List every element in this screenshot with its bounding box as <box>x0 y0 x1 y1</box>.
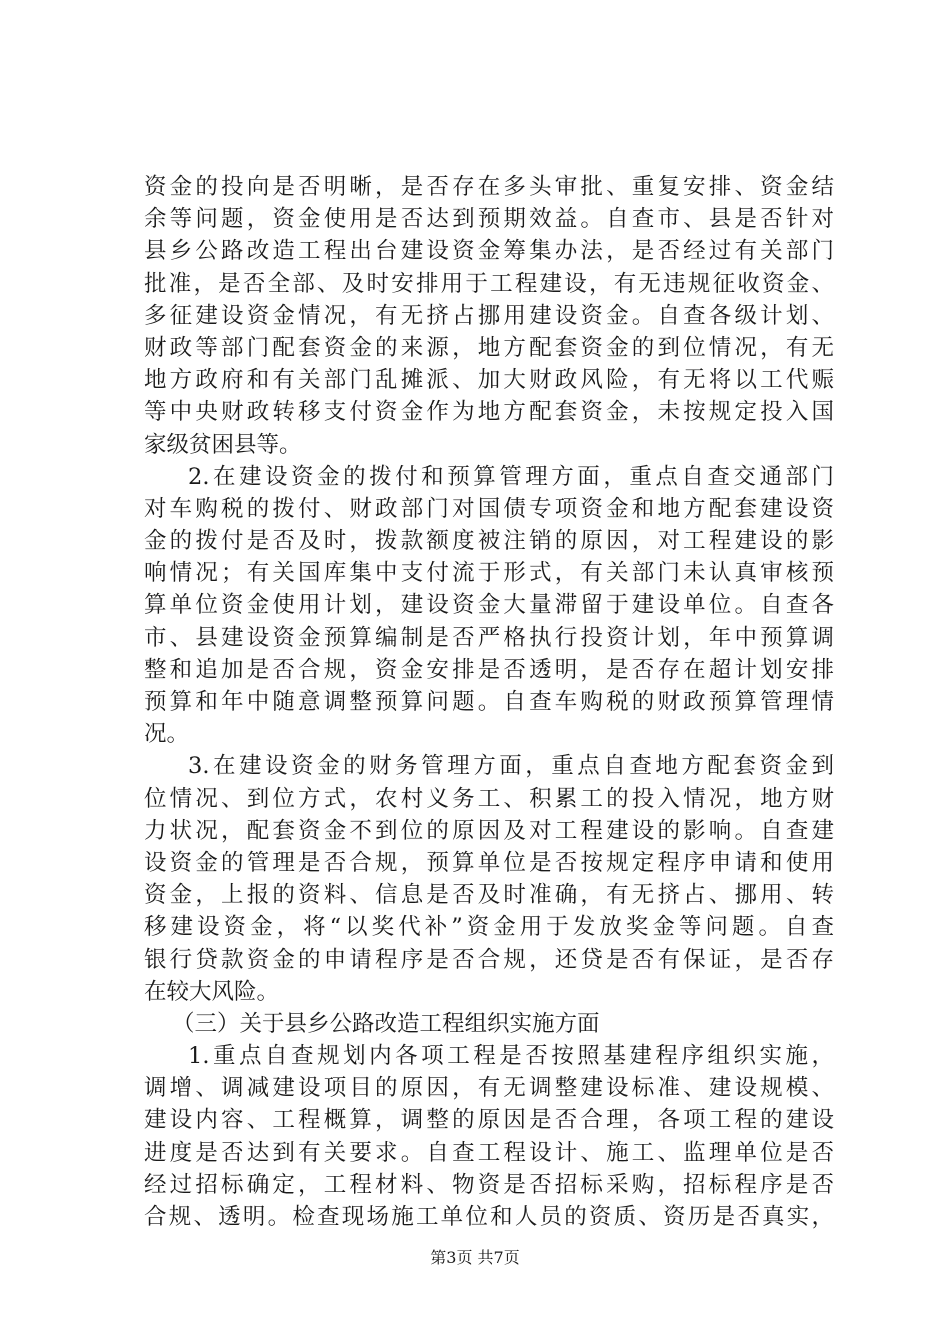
text-line: 位情况、到位方式，农村义务工、积累工的投入情况，地方财 <box>144 785 834 812</box>
text-line: 县乡公路改造工程出台建设资金筹集办法，是否经过有关部门 <box>144 238 834 265</box>
text-line: 余等问题，资金使用是否达到预期效益。自查市、县是否针对 <box>144 206 834 233</box>
text-line: 等中央财政转移支付资金作为地方配套资金，未按规定投入国 <box>144 399 834 426</box>
text-line: 财政等部门配套资金的来源，地方配套资金的到位情况，有无 <box>144 334 834 361</box>
paragraph-start-line: 1.重点自查规划内各项工程是否按照基建程序组织实施， <box>188 1043 834 1070</box>
section-heading: （三）关于县乡公路改造工程组织实施方面 <box>172 1010 600 1037</box>
text-line: 调增、调减建设项目的原因，有无调整建设标准、建设规模、 <box>144 1075 834 1102</box>
text-line: 响情况；有关国库集中支付流于形式，有关部门未认真审核预 <box>144 560 834 587</box>
paragraph-start-line: 2.在建设资金的拨付和预算管理方面，重点自查交通部门 <box>188 463 834 490</box>
text-line: 在较大风险。 <box>144 978 280 1005</box>
text-line: 市、县建设资金预算编制是否严格执行投资计划，年中预算调 <box>144 624 834 651</box>
text-line: 家级贫困县等。 <box>144 431 302 458</box>
text-line: 资金，上报的资料、信息是否及时准确，有无挤占、挪用、转 <box>144 882 834 909</box>
text-line: 合规、透明。检查现场施工单位和人员的资质、资历是否真实， <box>144 1204 834 1230</box>
text-line: 设资金的管理是否合规，预算单位是否按规定程序申请和使用 <box>144 849 834 876</box>
text-line: 进度是否达到有关要求。自查工程设计、施工、监理单位是否 <box>144 1139 834 1166</box>
text-line: 况。 <box>144 721 190 748</box>
text-line: 批准，是否全部、及时安排用于工程建设，有无违规征收资金、 <box>144 270 834 297</box>
text-line: 多征建设资金情况，有无挤占挪用建设资金。自查各级计划、 <box>144 302 834 329</box>
text-line: 算单位资金使用计划，建设资金大量滞留于建设单位。自查各 <box>144 592 834 619</box>
text-line: 对车购税的拨付、财政部门对国债专项资金和地方配套建设资 <box>144 495 834 522</box>
text-line: 银行贷款资金的申请程序是否合规，还贷是否有保证，是否存 <box>144 946 834 973</box>
text-line: 整和追加是否合规，资金安排是否透明，是否存在超计划安排 <box>144 656 834 683</box>
page-number-footer: 第3页 共7页 <box>430 1248 520 1267</box>
text-line: 移建设资金，将“以奖代补”资金用于发放奖金等问题。自查 <box>144 914 834 941</box>
text-line: 力状况，配套资金不到位的原因及对工程建设的影响。自查建 <box>144 817 834 844</box>
text-line: 地方政府和有关部门乱摊派、加大财政风险，有无将以工代赈 <box>144 367 834 394</box>
text-line: 预算和年中随意调整预算问题。自查车购税的财政预算管理情 <box>144 689 834 715</box>
text-line: 金的拨付是否及时，拨款额度被注销的原因，对工程建设的影 <box>144 528 834 555</box>
document-body <box>144 171 834 1233</box>
text-line: 经过招标确定，工程材料、物资是否招标采购，招标程序是否 <box>144 1171 834 1198</box>
text-line: 资金的投向是否明晰，是否存在多头审批、重复安排、资金结 <box>144 174 834 200</box>
paragraph-start-line: 3.在建设资金的财务管理方面，重点自查地方配套资金到 <box>188 753 834 780</box>
text-line: 建设内容、工程概算，调整的原因是否合理，各项工程的建设 <box>144 1107 834 1134</box>
